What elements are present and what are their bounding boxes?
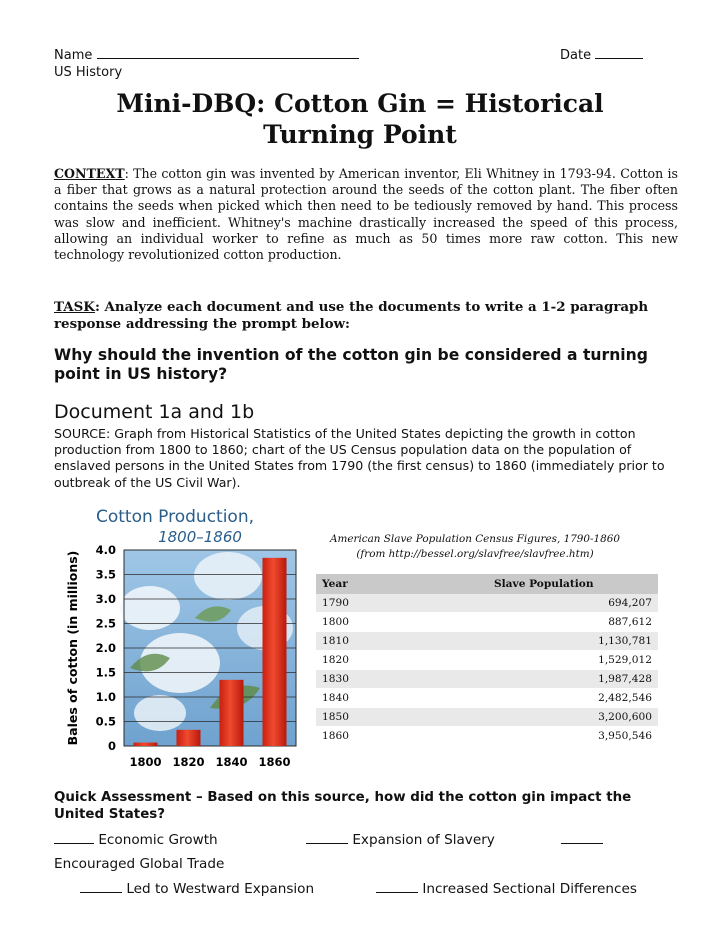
population-cell: 3,950,546 <box>488 727 658 746</box>
document-source: SOURCE: Graph from Historical Statistics of the United States depicting the growth in cotton production from 1800 to 1860; chart of the US Census population data on the population of enslaved persons in the United States from 1790 (the first census) to 1860 (immediately prior to outbreak of the US Civil War). <box>54 426 665 490</box>
option-economic-growth[interactable] <box>54 832 218 848</box>
population-cell: 2,482,546 <box>488 689 658 708</box>
x-axis-ticks <box>129 755 290 769</box>
table-header-year: Year <box>316 574 488 594</box>
population-cell: 887,612 <box>488 613 658 632</box>
option-blank-global-trade[interactable] <box>561 832 603 848</box>
option-blank[interactable] <box>306 843 348 844</box>
option-expansion-of-slavery[interactable] <box>306 832 495 848</box>
document-heading: Document 1a and 1b <box>54 401 255 423</box>
table-row <box>316 613 658 632</box>
year-cell: 1800 <box>316 613 488 632</box>
context-text: : The cotton gin was invented by American inventor, Eli Whitney in 1793-94. Cotton is a fiber that grows as a natural protection around the seeds of the cotton plant. The fiber often contains the seeds when picked which then need to be tediously removed by hand. This process was slow and inefficient. Whitney's machine drastically increased the speed of this process, allowing an individual worker to refine as much as 50 times more raw cotton. This new technology revolutionized cotton production. <box>54 166 678 263</box>
year-cell: 1810 <box>316 632 488 651</box>
y-tick-label: 1.0 <box>95 690 116 704</box>
option-label: Led to Westward Expansion <box>126 881 315 897</box>
population-cell: 1,987,428 <box>488 670 658 689</box>
task-label: TASK <box>54 299 95 315</box>
bar-1800 <box>134 743 158 746</box>
date-label: Date <box>560 48 592 63</box>
table-caption-line-2: (from http://bessel.org/slavfree/slavfree.htm) <box>356 548 594 560</box>
year-cell: 1790 <box>316 594 488 613</box>
essay-prompt: Why should the invention of the cotton gin be considered a turning point in US history? <box>54 346 648 383</box>
cotton-production-chart <box>60 498 308 776</box>
table-row <box>316 670 658 689</box>
option-label: Economic Growth <box>98 832 218 848</box>
page-title-line-1: Mini-DBQ: Cotton Gin = Historical <box>116 89 604 118</box>
y-axis-label: Bales of cotton (in millions) <box>65 550 80 746</box>
date-input-line[interactable] <box>595 58 643 59</box>
y-tick-label: 2.0 <box>95 641 116 655</box>
table-caption-line-1: American Slave Population Census Figures, 1790-1860 <box>330 533 620 545</box>
course-label: US History <box>54 65 123 80</box>
option-sectional-differences[interactable] <box>376 881 637 897</box>
y-tick-label: 1.5 <box>95 665 116 680</box>
context-label: CONTEXT <box>54 166 125 181</box>
y-tick-label: 0 <box>107 739 116 753</box>
table-body <box>316 594 658 746</box>
name-line <box>54 48 359 63</box>
y-tick-label: 0.5 <box>95 714 116 729</box>
option-blank[interactable] <box>376 892 418 893</box>
x-tick-label: 1860 <box>258 755 291 769</box>
option-label: Increased Sectional Differences <box>422 881 637 897</box>
table-row <box>316 632 658 651</box>
year-cell: 1860 <box>316 727 488 746</box>
x-tick-label: 1840 <box>215 755 248 769</box>
table-row <box>316 727 658 746</box>
year-cell: 1820 <box>316 651 488 670</box>
bar-1820 <box>177 730 201 746</box>
option-westward-expansion[interactable] <box>80 881 314 897</box>
y-tick-label: 2.5 <box>95 616 116 631</box>
year-cell: 1830 <box>316 670 488 689</box>
slave-population-table <box>316 574 658 746</box>
table-header-row <box>316 574 658 594</box>
y-tick-label: 3.0 <box>95 592 116 606</box>
name-input-line[interactable] <box>97 58 359 59</box>
table-row <box>316 594 658 613</box>
y-tick-label: 3.5 <box>95 567 116 582</box>
chart-subtitle: 1800–1860 <box>158 528 242 546</box>
option-blank[interactable] <box>80 892 122 893</box>
year-cell: 1840 <box>316 689 488 708</box>
table-header-population: Slave Population <box>488 574 658 594</box>
quick-assessment-question: Quick Assessment – Based on this source, how did the cotton gin impact the United States? <box>54 790 632 822</box>
date-line <box>560 48 643 63</box>
option-encouraged-global-trade: Encouraged Global Trade <box>54 856 225 872</box>
task-text: : Analyze each document and use the documents to write a 1-2 paragraph response addressing the prompt below: <box>54 299 649 332</box>
year-cell: 1850 <box>316 708 488 727</box>
y-axis-ticks <box>96 543 116 753</box>
y-tick-label: 4.0 <box>95 543 116 557</box>
population-cell: 1,529,012 <box>488 651 658 670</box>
chart-title: Cotton Production, <box>95 507 255 527</box>
x-tick-label: 1800 <box>129 755 162 769</box>
context-paragraph <box>54 166 678 263</box>
name-label: Name <box>54 48 93 63</box>
x-tick-label: 1820 <box>172 755 205 769</box>
task-paragraph <box>54 299 678 333</box>
population-cell: 694,207 <box>488 594 658 613</box>
table-row <box>316 689 658 708</box>
option-blank[interactable] <box>561 843 603 844</box>
table-row <box>316 651 658 670</box>
option-blank[interactable] <box>54 843 94 844</box>
population-cell: 1,130,781 <box>488 632 658 651</box>
option-label: Expansion of Slavery <box>352 832 495 848</box>
table-row <box>316 708 658 727</box>
bar-1860 <box>263 558 287 746</box>
page-title-line-2: Turning Point <box>263 120 457 149</box>
population-cell: 3,200,600 <box>488 708 658 727</box>
bar-1840 <box>220 680 244 746</box>
